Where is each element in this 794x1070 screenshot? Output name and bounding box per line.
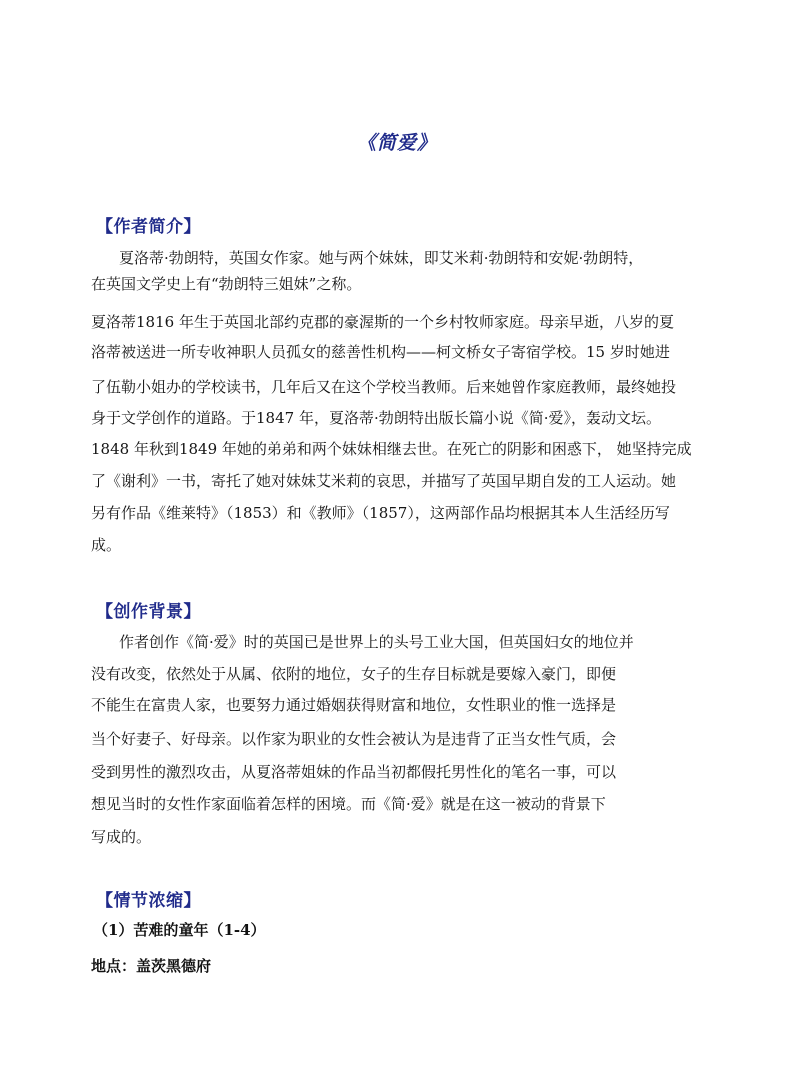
background-line-2: 没有改变，依然处于从属、依附的地位，女子的生存目标就是要嫁入豪门，即便	[91, 665, 617, 683]
background-line-3: 不能生在富贵人家，也要努力通过婚姻获得财富和地位，女性职业的惟一选择是	[91, 696, 617, 714]
author-line-8: 了《谢利》一书，寄托了她对妹妹艾米莉的哀思，并描写了英国早期自发的工人运动。她	[91, 472, 677, 490]
author-line-1: 夏洛蒂·勃朗特，英国女作家。她与两个妹妹，即艾米莉·勃朗特和安妮·勃朗特，	[119, 249, 644, 267]
author-line-7: 1848 年秋到1849 年她的弟弟和两个妹妹相继去世。在死亡的阴影和困惑下， 她坚持完成	[91, 440, 692, 458]
author-line-5: 了伍勒小姐办的学校读书，几年后又在这个学校当教师。后来她曾作家庭教师，最终她投	[91, 378, 677, 396]
author-line-10: 成。	[91, 536, 122, 554]
background-line-6: 想见当时的女性作家面临着怎样的困境。而《简·爱》就是在这一被动的背景下	[91, 795, 606, 813]
author-line-2: 在英国文学史上有“勃朗特三姐妹”之称。	[91, 275, 362, 293]
author-line-3: 夏洛蒂1816 年生于英国北部约克郡的豪渥斯的一个乡村牧师家庭。母亲早逝，八岁的夏	[91, 313, 674, 331]
background-line-7: 写成的。	[91, 828, 152, 846]
author-line-9: 另有作品《维莱特》（1853）和《教师》（1857），这两部作品均根据其本人生活经历写	[91, 504, 670, 522]
author-section-heading: 【作者简介】	[96, 217, 201, 237]
author-line-6: 身于文学创作的道路。于1847 年，夏洛蒂·勃朗特出版长篇小说《简·爱》，轰动文坛。	[91, 409, 661, 427]
background-section-heading: 【创作背景】	[96, 602, 201, 622]
author-line-4: 洛蒂被送进一所专收神职人员孤女的慈善性机构——柯文桥女子寄宿学校。15 岁时她进	[91, 343, 670, 361]
background-line-5: 受到男性的激烈攻击，从夏洛蒂姐妹的作品当初都假托男性化的笔名一事，可以	[91, 763, 617, 781]
background-line-4: 当个好妻子、好母亲。以作家为职业的女性会被认为是违背了正当女性气质，会	[91, 730, 617, 748]
background-line-1: 作者创作《简·爱》时的英国已是世界上的头号工业大国，但英国妇女的地位并	[119, 633, 634, 651]
plot-section-heading: 【情节浓缩】	[96, 891, 201, 911]
page-title: 《简爱》	[356, 132, 437, 154]
plot-subheading: （1）苦难的童年（1-4）	[93, 921, 266, 939]
plot-location: 地点：盖茨黑德府	[91, 957, 212, 975]
